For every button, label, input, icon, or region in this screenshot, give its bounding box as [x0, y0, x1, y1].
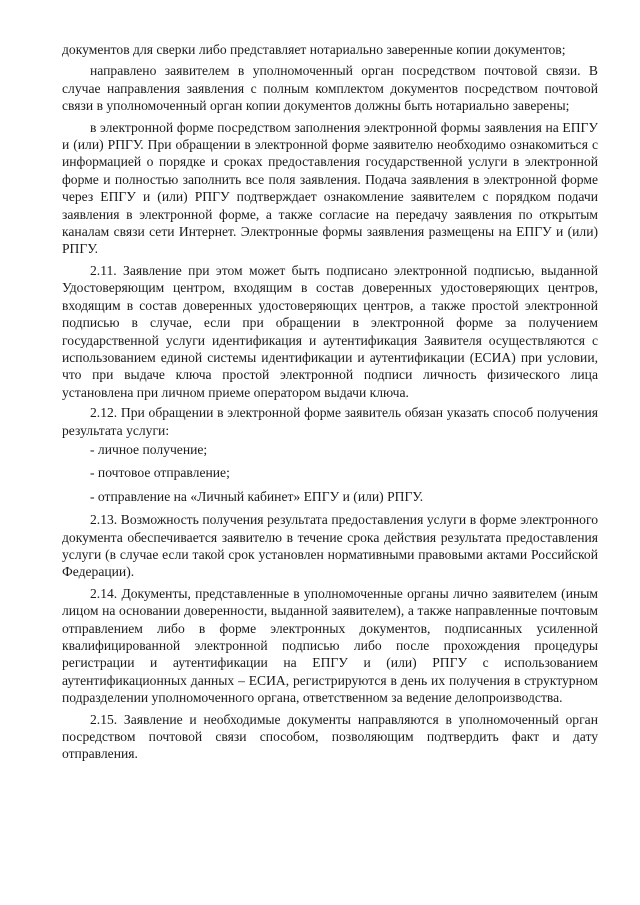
paragraph-documents-continuation: документов для сверки либо представляет нотариально заверенные копии документов; [62, 42, 566, 57]
paragraph-2-14: 2.14. Документы, представленные в уполномоченные органы лично заявителем (иным лицом на основании доверенности, выданной заявителем), а также направленные почтовым отправлением либо в форме электронных документов, подписанных усиленной квалифицированной электронной подписью либо после прохождения процедуры регистрации и аутентификации на ЕПГУ и (или) РПГУ с использованием аутентификационных данных – ЕСИА, регистрируются в день их получения в структурном подразделении уполномоченного органа, ответственном за ведение делопроизводства. [62, 585, 598, 706]
result-method-list [62, 441, 598, 505]
paragraph-2-11: 2.11. Заявление при этом может быть подписано электронной подписью, выданной Удостоверяющим центром, входящим в состав доверенных удостоверяющих центров, входящим в состав доверенных удостоверяющих центров, а также простой электронной подписью в случае, если при обращении в электронной форме за получением государственной услуги идентификация и аутентификация Заявителя осуществляются с использованием единой системы идентификации и аутентификации (ЕСИА) при условии, что при выдаче ключа простой электронной подписи личность физического лица установлена при личном приеме оператором выдачи ключа. [62, 262, 598, 400]
document-page [62, 41, 598, 765]
paragraph-2-12: 2.12. При обращении в электронной форме заявитель обязан указать способ получения результата услуги: [62, 405, 598, 438]
paragraph-postal-submission: направлено заявителем в уполномоченный орган посредством почтовой связи. В случае направления заявления с полным комплектом документов посредством почтовой связи в уполномоченный орган копии документов должны быть нотариально заверены; [62, 63, 598, 114]
paragraph-2-13: 2.13. Возможность получения результата предоставления услуги в форме электронного документа обеспечивается заявителю в течение срока действия результата предоставления услуги (в случае если такой срок установлен нормативными правовыми актами Российской Федерации). [62, 512, 598, 580]
list-item: - почтовое отправление; [90, 465, 230, 481]
paragraph-2-15: 2.15. Заявление и необходимые документы направляются в уполномоченный орган посредством почтовой связи способом, позволяющим подтвердить факт и дату отправления. [62, 711, 598, 762]
list-item: - личное получение; [90, 441, 208, 457]
list-item: - отправление на «Личный кабинет» ЕПГУ и (или) РПГУ. [90, 488, 424, 504]
paragraph-electronic-submission: в электронной форме посредством заполнения электронной формы заявления на ЕПГУ и (или) РПГУ. При обращении в электронной форме заявителю необходимо ознакомиться с информацией о порядке и сроках предоставления государственной услуги в электронной форме и полностью заполнить все поля заявления. Подача заявления в электронной форме через ЕПГУ и (или) РПГУ подтверждает ознакомление заявителем с порядком подачи заявления в электронной форме, а также согласие на передачу заявления по открытым каналам связи сети Интернет. Электронные формы заявления размещены на ЕПГУ и (или) РПГУ. [62, 119, 598, 257]
